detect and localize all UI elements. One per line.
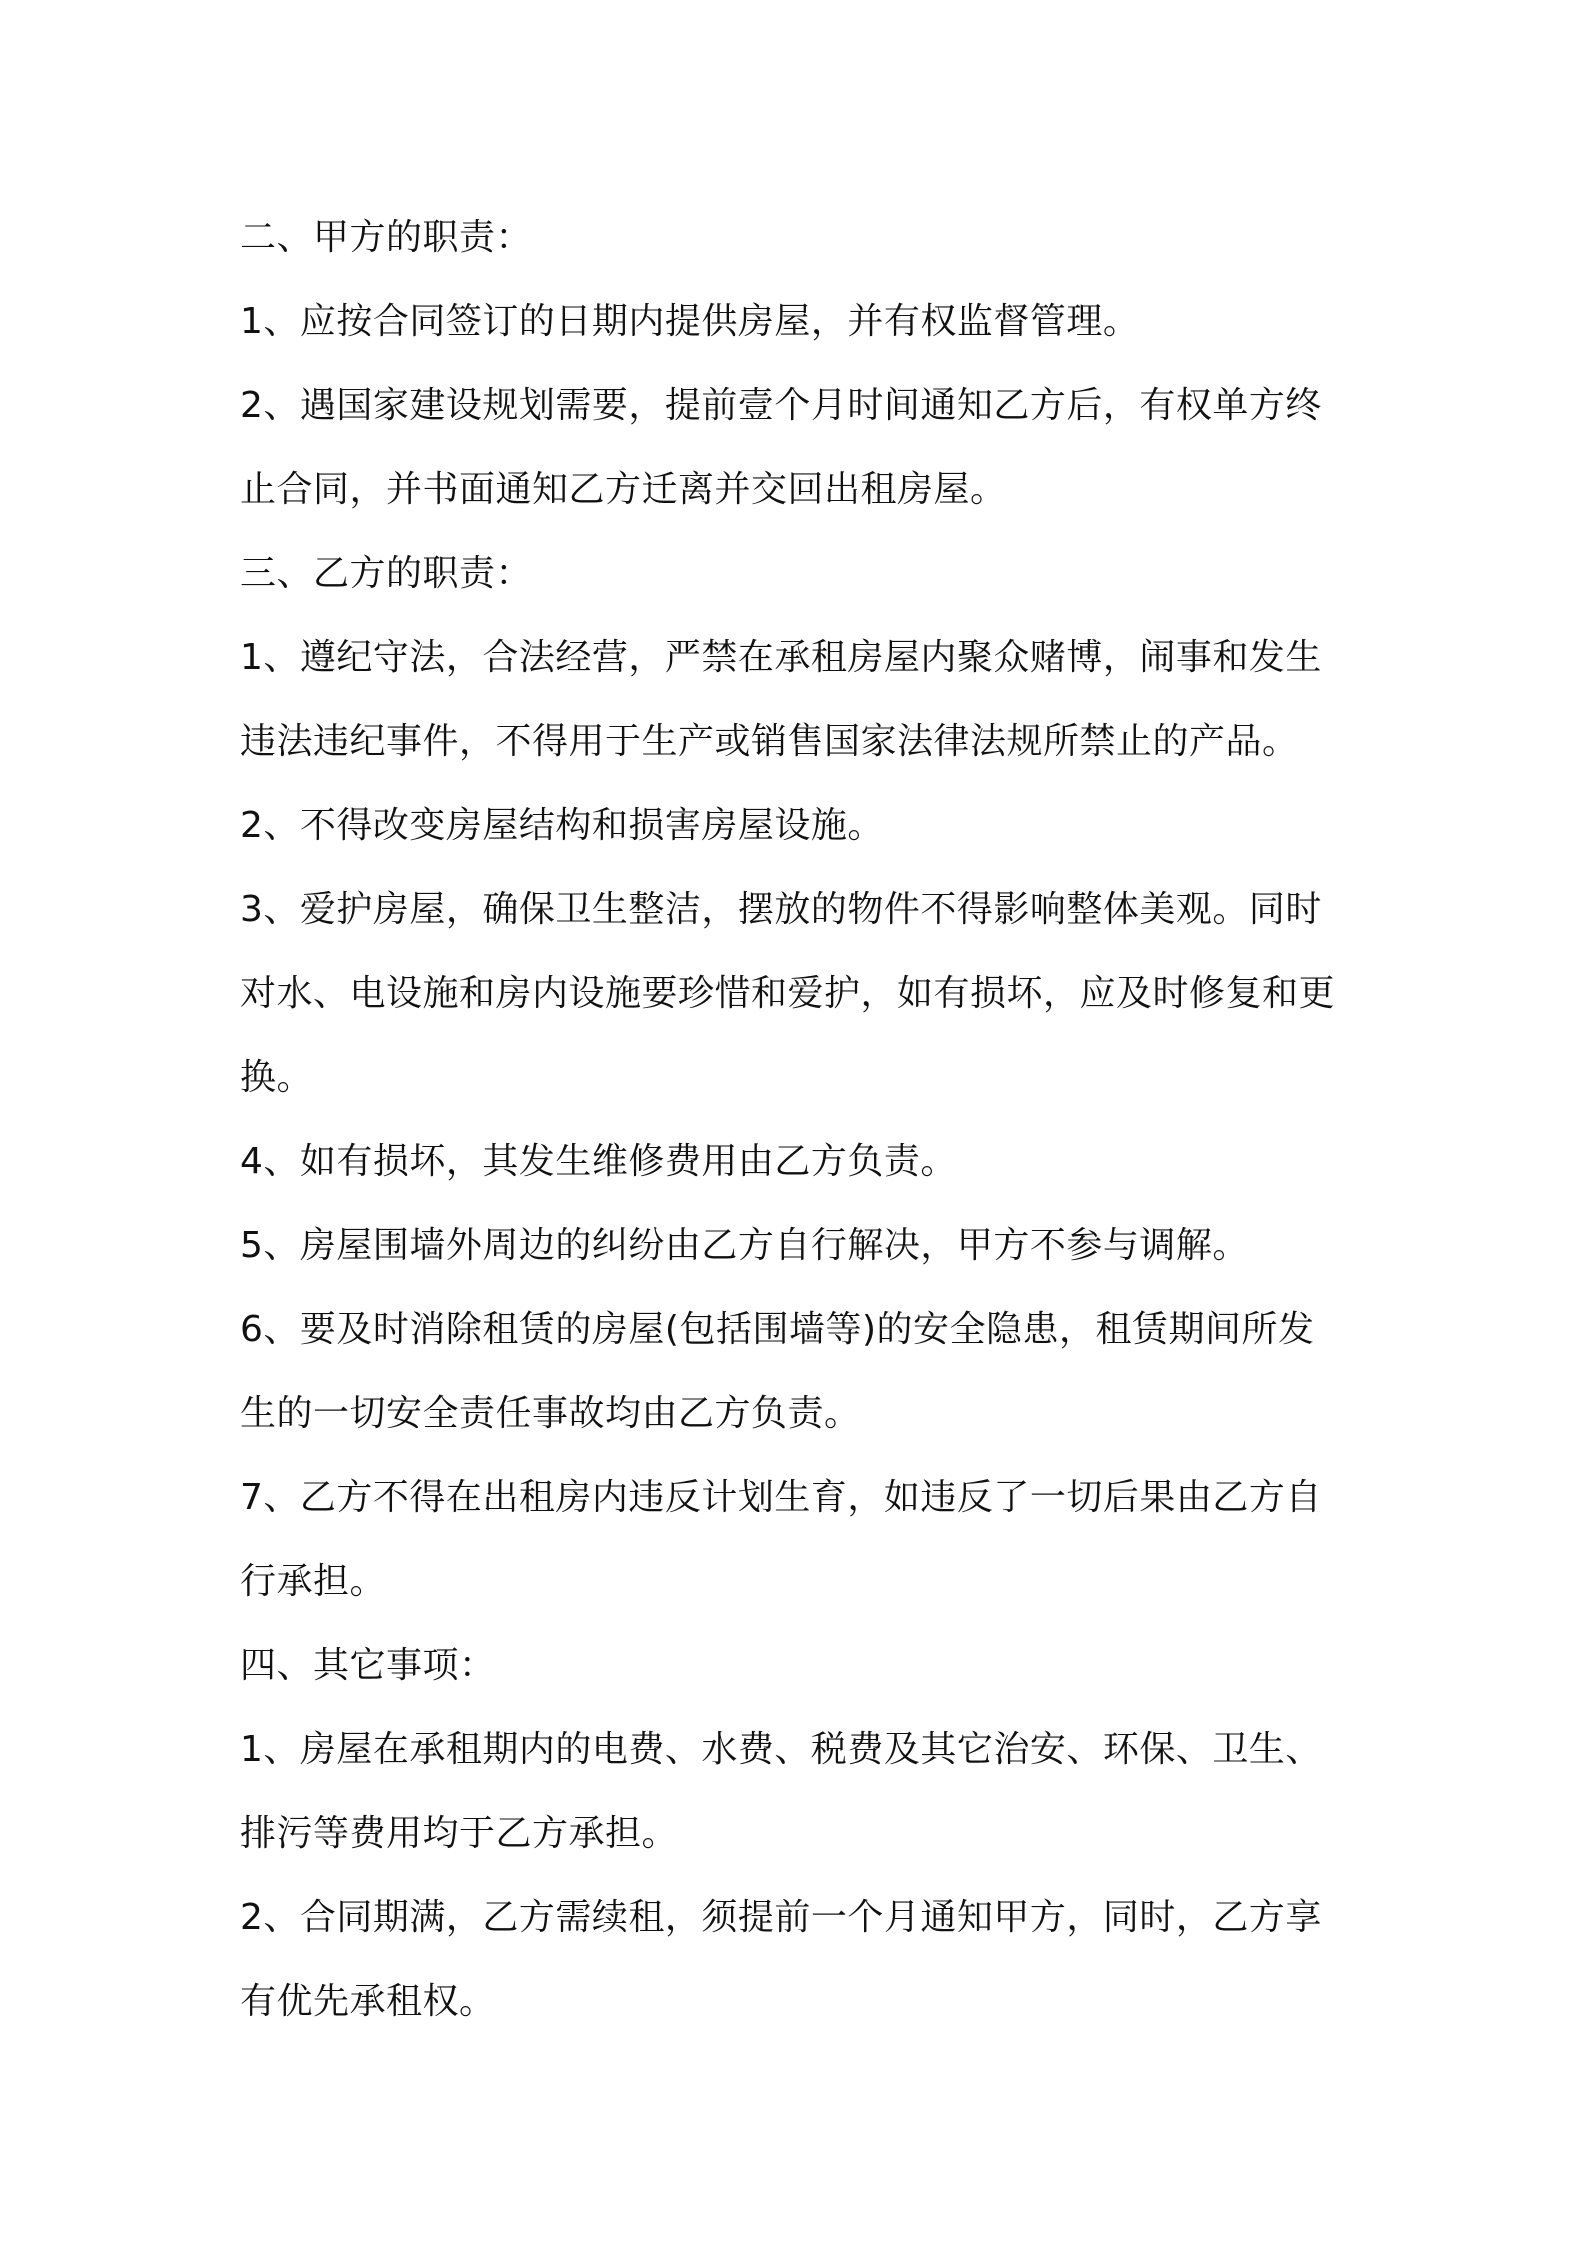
text-line: 2、合同期满，乙方需续租，须提前一个月通知甲方，同时，乙方享: [240, 1897, 1322, 1938]
section-heading: 二、甲方的职责：: [240, 217, 533, 258]
list-item: [240, 616, 1360, 784]
list-item: [240, 1876, 1360, 2044]
list-item: [240, 1288, 1360, 1456]
section-party-b-duties: [240, 532, 1360, 1624]
text-line: 换。: [240, 1057, 314, 1098]
text-line: 对水、电设施和房内设施要珍惜和爱护，如有损坏，应及时修复和更: [240, 973, 1336, 1014]
list-item: [240, 868, 1360, 1120]
text-line: 4、如有损坏，其发生维修费用由乙方负责。: [240, 1141, 957, 1182]
text-line: 止合同，并书面通知乙方迁离并交回出租房屋。: [240, 469, 1007, 510]
text-line: 2、不得改变房屋结构和损害房屋设施。: [240, 805, 884, 846]
document-body: [240, 196, 1360, 2044]
list-item: [240, 1456, 1360, 1624]
list-item: [240, 364, 1360, 532]
text-line: 违法违纪事件，不得用于生产或销售国家法律法规所禁止的产品。: [240, 721, 1299, 762]
text-line: 排污等费用均于乙方承担。: [240, 1813, 679, 1854]
text-line: 2、遇国家建设规划需要，提前壹个月时间通知乙方后，有权单方终: [240, 385, 1322, 426]
section-heading: 四、其它事项：: [240, 1645, 496, 1686]
text-line: 生的一切安全责任事故均由乙方负责。: [240, 1393, 861, 1434]
text-line: 1、遵纪守法，合法经营，严禁在承租房屋内聚众赌博，闹事和发生: [240, 637, 1322, 678]
list-item: [240, 280, 1360, 364]
section-heading: 三、乙方的职责：: [240, 553, 533, 594]
text-line: 有优先承租权。: [240, 1981, 496, 2022]
list-item: [240, 784, 1360, 868]
text-line: 6、要及时消除租赁的房屋(包括围墙等)的安全隐患，租赁期间所发: [240, 1309, 1315, 1350]
list-item: [240, 1120, 1360, 1204]
section-other-matters: [240, 1624, 1360, 2044]
section-party-a-duties: [240, 196, 1360, 532]
list-item: [240, 1204, 1360, 1288]
text-line: 1、应按合同签订的日期内提供房屋，并有权监督管理。: [240, 301, 1140, 342]
text-line: 5、房屋围墙外周边的纠纷由乙方自行解决，甲方不参与调解。: [240, 1225, 1249, 1266]
text-line: 7、乙方不得在出租房内违反计划生育，如违反了一切后果由乙方自: [240, 1477, 1322, 1518]
list-item: [240, 1708, 1360, 1876]
text-line: 行承担。: [240, 1561, 387, 1602]
text-line: 1、房屋在承租期内的电费、水费、税费及其它治安、环保、卫生、: [240, 1729, 1322, 1770]
text-line: 3、爱护房屋，确保卫生整洁，摆放的物件不得影响整体美观。同时: [240, 889, 1322, 930]
